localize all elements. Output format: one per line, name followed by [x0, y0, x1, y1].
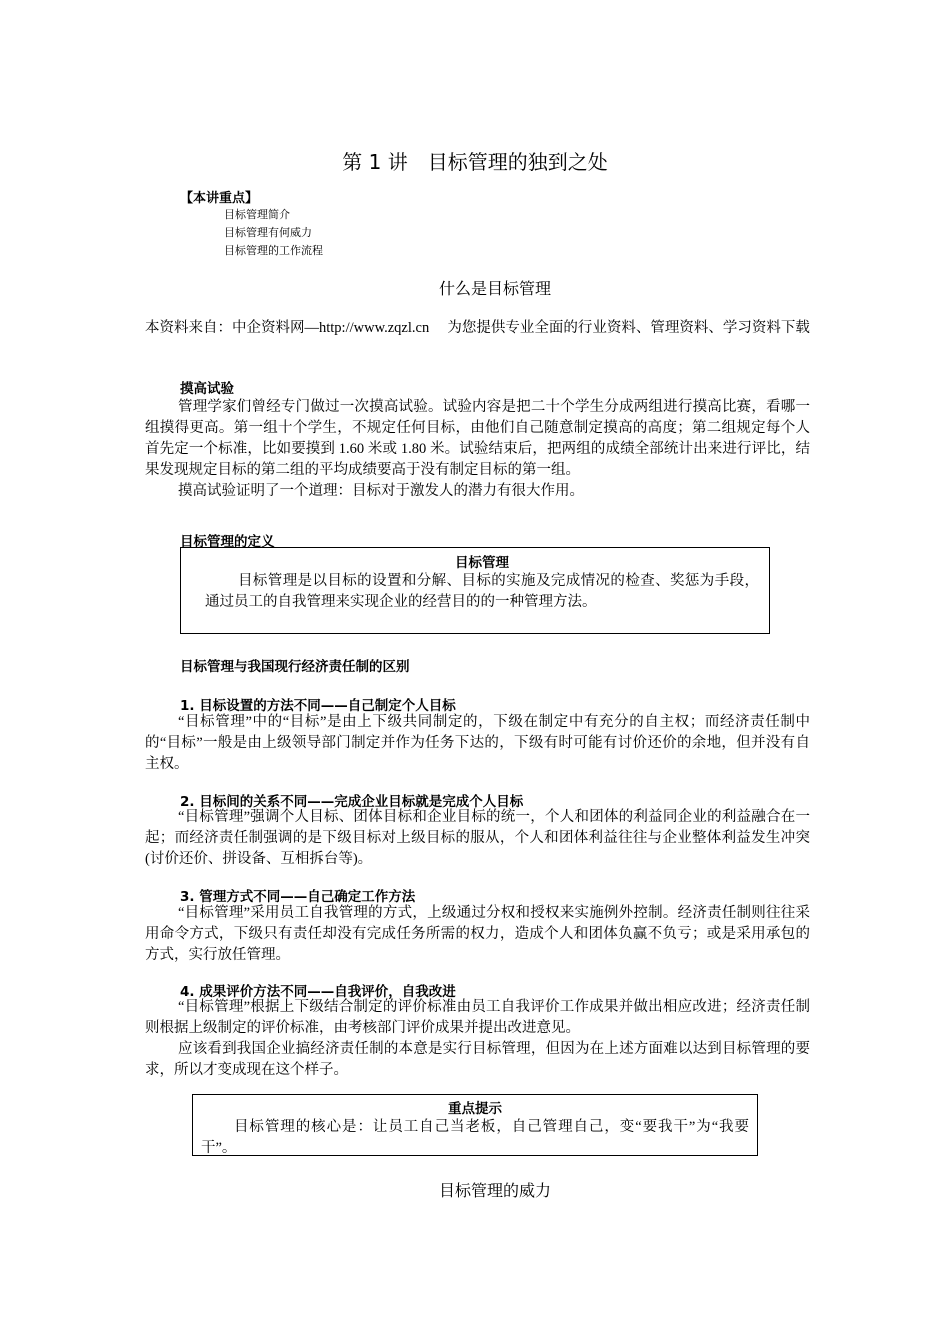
key-points-heading: 【本讲重点】 [180, 191, 259, 206]
section-title-power: 目标管理的威力 [438, 1181, 551, 1200]
source-note: 本资料来自：中企资料网—http://www.zqzl.cn 为您提供专业全面的行业资料、管理资料、学习资料下载 [145, 320, 810, 336]
definition-box [180, 547, 770, 634]
lecture-title: 第 1 讲 目标管理的独到之处 [342, 150, 608, 174]
difference-heading-2: 2. 目标间的关系不同——完成企业目标就是完成个人目标 [180, 794, 524, 810]
key-point-item: 目标管理有何威力 [224, 226, 312, 239]
tip-box [192, 1094, 758, 1156]
difference-text-1: “目标管理”中的“目标”是由上下级共同制定的，下级在制定中有充分的自主权；而经济责任制中的“目标”一般是由上级领导部门制定并作为任务下达的，下级有时可能有讨价还价的余地，但并没有自主权。 [145, 714, 810, 772]
difference-heading-4: 4. 成果评价方法不同——自我评价，自我改进 [180, 984, 456, 1000]
experiment-body [145, 397, 810, 502]
experiment-paragraph: 管理学家们曾经专门做过一次摸高试验。试验内容是把二十个学生分成两组进行摸高比赛，看哪一组摸得更高。第一组十个学生，不规定任何目标，由他们自己随意制定摸高的高度；第二组规定每个人首先定一个标准，比如要摸到 1.60 米或 1.80 米。试验结束后，把两组的成绩全部统计出来进行评比，结果发现规定目标的第二组的平均成绩要高于没有制定目标的第一组。 [145, 399, 810, 478]
experiment-conclusion: 摸高试验证明了一个道理：目标对于激发人的潜力有很大作用。 [178, 483, 584, 499]
difference-heading-1: 1. 目标设置的方法不同——自己制定个人目标 [180, 698, 456, 714]
difference-heading: 目标管理与我国现行经济责任制的区别 [180, 659, 410, 675]
section-title-what-is: 什么是目标管理 [438, 279, 551, 298]
difference-text-4: “目标管理”根据上下级结合制定的评价标准由员工自我评价工作成果并做出相应改进；经济责任制则根据上级制定的评价标准，由考核部门评价成果并提出改进意见。 [145, 999, 810, 1036]
key-point-item: 目标管理简介 [224, 208, 290, 221]
tip-title: 重点提示 [448, 1101, 502, 1117]
difference-text-2: “目标管理”强调个人目标、团体目标和企业目标的统一，个人和团体的利益同企业的利益融合在一起；而经济责任制强调的是下级目标对上级目标的服从，个人和团体利益往往与企业整体利益发生冲突(讨价还价、拼设备、互相拆台等)。 [145, 809, 810, 867]
tip-text: 目标管理的核心是：让员工自己当老板，自己管理自己，变“要我干”为“我要干”。 [201, 1119, 749, 1156]
key-point-item: 目标管理的工作流程 [224, 244, 323, 257]
key-points-list [224, 206, 323, 260]
definition-heading: 目标管理的定义 [180, 534, 275, 550]
definition-box-text: 目标管理是以目标的设置和分解、目标的实施及完成情况的检查、奖惩为手段，通过员工的自我管理来实现企业的经营目的的一种管理方法。 [205, 573, 759, 610]
experiment-heading: 摸高试验 [180, 381, 234, 397]
difference-text-3: “目标管理”采用员工自我管理的方式，上级通过分权和授权来实施例外控制。经济责任制则往往采用命令方式，下级只有责任却没有完成任务所需的权力，造成个人和团体负赢不负亏；或是采用承包的方式，实行放任管理。 [145, 905, 810, 963]
definition-box-title: 目标管理 [455, 555, 509, 571]
difference-text-4-block [145, 997, 810, 1081]
conclusion-paragraph: 应该看到我国企业搞经济责任制的本意是实行目标管理，但因为在上述方面难以达到目标管理的要求，所以才变成现在这个样子。 [145, 1041, 810, 1078]
difference-heading-3: 3. 管理方式不同——自己确定工作方法 [180, 889, 416, 905]
